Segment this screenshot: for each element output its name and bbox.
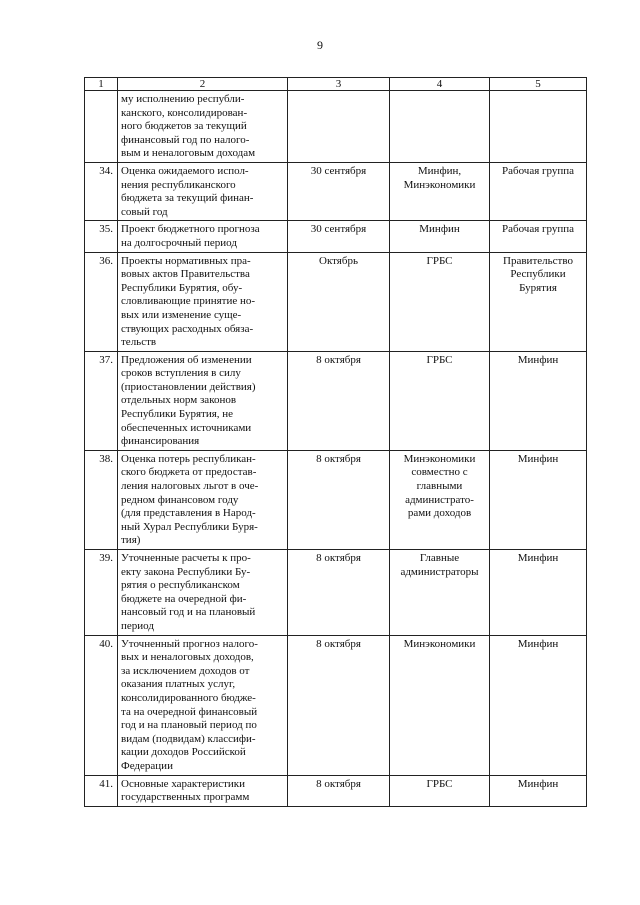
- responsible-cell: [390, 221, 490, 252]
- table-row: [85, 162, 587, 220]
- responsible-cell: [390, 252, 490, 351]
- cell-text-line: словливающие принятие но-: [121, 295, 256, 308]
- cell-text-line: Проекты нормативных пра-: [121, 254, 251, 267]
- deadline-cell: [288, 550, 390, 636]
- cell-text-line: Минфин: [517, 777, 559, 790]
- cell-text-line: бюджете на очередной фи-: [121, 592, 247, 605]
- deadline-cell: [288, 775, 390, 806]
- table-row: [85, 550, 587, 636]
- responsible-cell: [390, 162, 490, 220]
- recipient-cell: [490, 91, 587, 163]
- cell-text-line: совый год: [121, 205, 168, 218]
- deadline-cell: [288, 91, 390, 163]
- deadline-cell: [288, 252, 390, 351]
- description-cell: [118, 252, 288, 351]
- cell-text-line: рятия о республиканском: [121, 579, 240, 592]
- cell-text-line: администраторы: [400, 565, 479, 578]
- cell-text-line: ления налоговых льгот в оче-: [121, 480, 259, 493]
- cell-text-line: Проект бюджетного прогноза: [121, 223, 260, 236]
- table-row: [85, 635, 587, 775]
- cell-text-line: Республики: [510, 268, 566, 281]
- cell-text-line: Рабочая группа: [501, 223, 575, 236]
- cell-text-line: вых или изменение суще-: [121, 308, 242, 321]
- cell-text-line: Минфин: [517, 552, 559, 564]
- cell-text-line: кации доходов Российской: [121, 746, 246, 759]
- column-header: 5: [490, 78, 587, 91]
- description-cell: [118, 550, 288, 636]
- cell-text-line: Основные характеристики: [121, 777, 246, 790]
- cell-text-line: ного бюджетов за текущий: [121, 120, 247, 133]
- row-number-cell: 41.: [85, 775, 118, 806]
- description-cell: [118, 91, 288, 163]
- description-cell: [118, 351, 288, 450]
- cell-text-line: Октябрь: [319, 254, 358, 267]
- responsible-cell: [390, 351, 490, 450]
- cell-text-line: вовых актов Правительства: [121, 268, 250, 281]
- table-row: [85, 252, 587, 351]
- cell-text-line: Оценка потерь республикан-: [121, 452, 256, 465]
- responsible-cell: [390, 775, 490, 806]
- recipient-cell: [490, 252, 587, 351]
- cell-text-line: видам (подвидам) классифи-: [121, 732, 256, 745]
- column-header: 4: [390, 78, 490, 91]
- deadline-cell: [288, 351, 390, 450]
- cell-text-line: тельств: [121, 336, 157, 349]
- recipient-cell: [490, 450, 587, 549]
- cell-text-line: ствующих расходных обяза-: [121, 322, 254, 335]
- header-row: [85, 78, 587, 91]
- cell-text-line: Минэкономики: [403, 178, 476, 191]
- column-header: 2: [118, 78, 288, 91]
- row-number-cell: 38.: [85, 450, 118, 549]
- cell-text-line: Минфин,: [417, 164, 462, 177]
- cell-text-line: канского, консолидирован-: [121, 106, 248, 119]
- cell-text-line: (для представления в Народ-: [121, 507, 256, 520]
- cell-text-line: ГРБС: [426, 777, 453, 790]
- cell-text-line: Минфин: [517, 353, 559, 366]
- cell-text-line: ГРБС: [426, 254, 453, 267]
- recipient-cell: [490, 221, 587, 252]
- cell-text-line: 8 октября: [316, 353, 361, 366]
- cell-text-line: 8 октября: [316, 452, 361, 465]
- cell-text-line: 30 сентября: [310, 223, 367, 236]
- cell-text-line: год и на плановый период по: [121, 719, 257, 732]
- responsible-cell: [390, 550, 490, 636]
- table-row: [85, 775, 587, 806]
- cell-text-line: на долгосрочный период: [121, 236, 237, 249]
- cell-text-line: Минфин: [419, 223, 460, 236]
- row-number-cell: 35.: [85, 221, 118, 252]
- cell-text-line: Республики Бурятия, не: [121, 408, 234, 421]
- cell-text-line: финансовый год по налого-: [121, 133, 250, 146]
- cell-text-line: ный Хурал Республики Буря-: [121, 520, 258, 533]
- cell-text-line: ГРБС: [426, 353, 453, 366]
- cell-text-line: Минфин: [517, 452, 559, 465]
- responsible-cell: [390, 635, 490, 775]
- row-number-cell: 37.: [85, 351, 118, 450]
- cell-text-line: Минфин: [517, 637, 559, 650]
- recipient-cell: [490, 775, 587, 806]
- cell-text-line: оказания платных услуг,: [121, 678, 236, 691]
- table-row: [85, 450, 587, 549]
- cell-text-line: отдельных норм законов: [121, 394, 237, 407]
- cell-text-line: Уточненные расчеты к про-: [121, 552, 251, 564]
- row-number-cell: 34.: [85, 162, 118, 220]
- cell-text-line: государственных программ: [121, 791, 250, 804]
- cell-text-line: сроков вступления в силу: [121, 367, 241, 380]
- cell-text-line: вым и неналоговым доходам: [121, 147, 256, 160]
- cell-text-line: Федерации: [121, 759, 173, 772]
- cell-text-line: бюджета за текущий финан-: [121, 192, 254, 205]
- responsible-cell: [390, 450, 490, 549]
- description-cell: [118, 450, 288, 549]
- deadline-cell: [288, 221, 390, 252]
- cell-text-line: ского бюджета от предостав-: [121, 466, 257, 479]
- cell-text-line: редном финансовом году: [121, 493, 239, 506]
- table-row: [85, 221, 587, 252]
- cell-text-line: 8 октября: [316, 552, 361, 564]
- row-number-cell: [85, 91, 118, 163]
- deadline-cell: [288, 450, 390, 549]
- cell-text-line: Минэкономики: [403, 452, 476, 465]
- deadline-cell: [288, 635, 390, 775]
- cell-text-line: финансирования: [121, 435, 200, 448]
- column-header: 1: [85, 78, 118, 91]
- recipient-cell: [490, 351, 587, 450]
- cell-text-line: нансовый год и на плановый: [121, 606, 256, 619]
- cell-text-line: Оценка ожидаемого испол-: [121, 164, 249, 177]
- cell-text-line: нения республиканского: [121, 178, 236, 191]
- cell-text-line: 8 октября: [316, 637, 361, 650]
- cell-text-line: вых и неналоговых доходов,: [121, 651, 254, 664]
- cell-text-line: Республики Бурятия, обу-: [121, 281, 243, 294]
- cell-text-line: 30 сентября: [310, 164, 367, 177]
- cell-text-line: совместно с: [411, 466, 468, 479]
- schedule-table: [84, 77, 587, 807]
- cell-text-line: 8 октября: [316, 777, 361, 790]
- page-number: 9: [317, 38, 323, 52]
- cell-text-line: период: [121, 619, 154, 632]
- cell-text-line: за исключением доходов от: [121, 664, 250, 677]
- row-number-cell: 36.: [85, 252, 118, 351]
- cell-text-line: Бурятия: [519, 281, 557, 294]
- recipient-cell: [490, 162, 587, 220]
- cell-text-line: Уточненный прогноз налого-: [121, 637, 258, 650]
- row-number-cell: 39.: [85, 550, 118, 636]
- cell-text-line: тия): [121, 534, 141, 547]
- description-cell: [118, 635, 288, 775]
- description-cell: [118, 162, 288, 220]
- cell-text-line: Предложения об изменении: [121, 353, 252, 366]
- cell-text-line: Правительство: [503, 254, 573, 267]
- recipient-cell: [490, 550, 587, 636]
- cell-text-line: му исполнению республи-: [121, 93, 245, 105]
- table-body: [85, 78, 587, 807]
- description-cell: [118, 221, 288, 252]
- column-header: 3: [288, 78, 390, 91]
- cell-text-line: екту закона Республики Бу-: [121, 565, 251, 578]
- cell-text-line: (приостановлении действия): [121, 380, 256, 393]
- cell-text-line: Минэкономики: [403, 637, 476, 650]
- cell-text-line: консолидированного бюдже-: [121, 691, 256, 704]
- deadline-cell: [288, 162, 390, 220]
- cell-text-line: обеспеченных источниками: [121, 421, 252, 434]
- table-row: [85, 351, 587, 450]
- row-number-cell: 40.: [85, 635, 118, 775]
- responsible-cell: [390, 91, 490, 163]
- cell-text-line: главными: [416, 480, 463, 493]
- table-row: [85, 91, 587, 163]
- cell-text-line: рами доходов: [407, 507, 472, 520]
- cell-text-line: администрато-: [405, 493, 474, 506]
- cell-text-line: Главные: [419, 552, 460, 564]
- cell-text-line: Рабочая группа: [501, 164, 575, 177]
- recipient-cell: [490, 635, 587, 775]
- description-cell: [118, 775, 288, 806]
- cell-text-line: та на очередной финансовый: [121, 705, 258, 718]
